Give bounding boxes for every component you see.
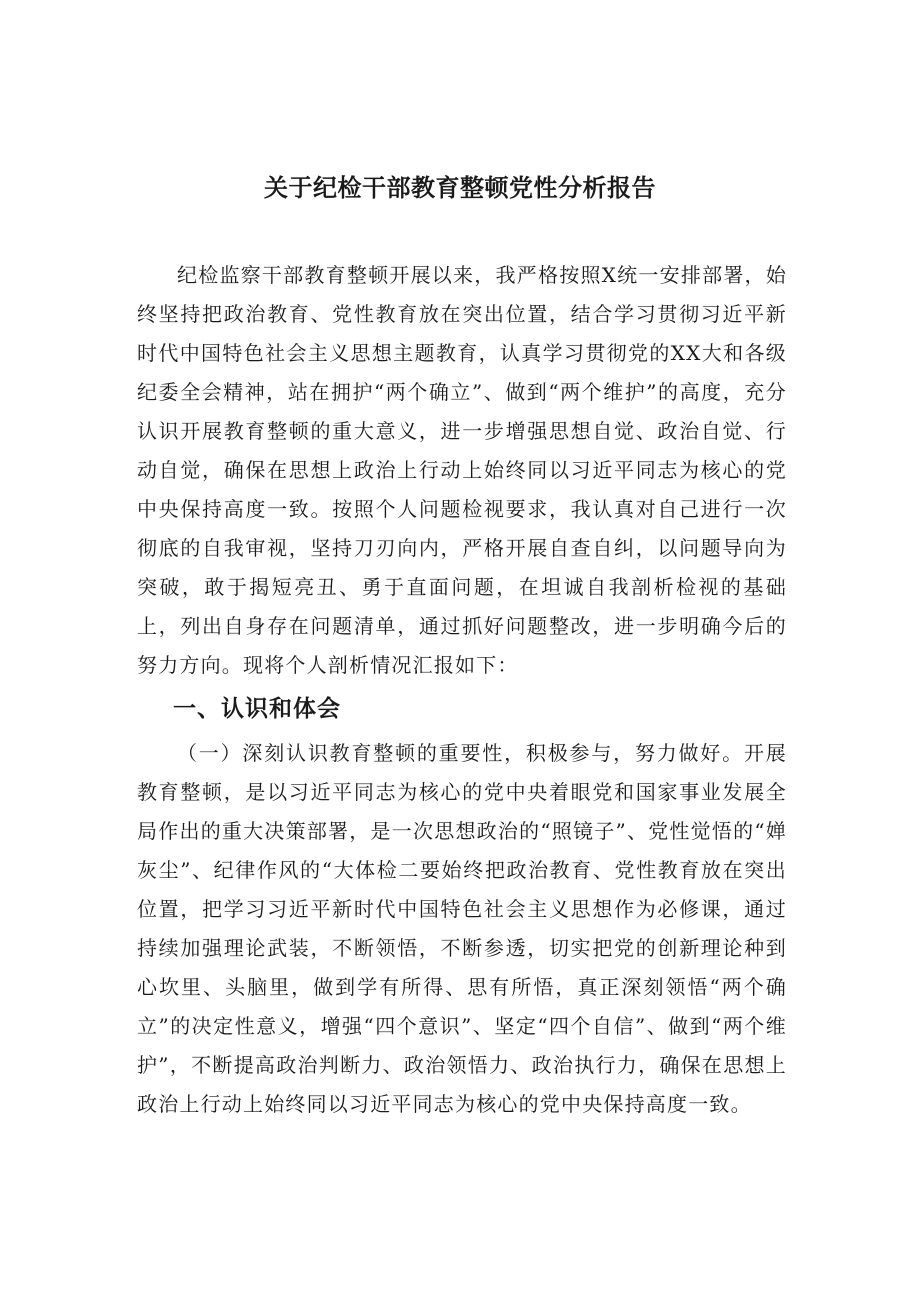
intro-paragraph: 纪检监察干部教育整顿开展以来，我严格按照X统一安排部署，始终坚持把政治教育、党性教育放在突出位置，结合学习贯彻习近平新时代中国特色社会主义思想主题教育，认真学习贯彻党的XX大和各级纪委全会精神，站在拥护“两个确立”、做到“两个维护”的高度，充分认识开展教育整顿的重大意义，进一步增强思想自觉、政治自觉、行动自觉，确保在思想上政治上行动上始终同以习近平同志为核心的党中央保持高度一致。按照个人问题检视要求，我认真对自己进行一次彻底的自我审视，坚持刀刃向内，严格开展自查自纠，以问题导向为突破，敢于揭短亮丑、勇于直面问题，在坦诚自我剖析检视的基础上，列出自身存在问题清单，通过抓好问题整改，进一步明确今后的努力方向。现将个人剖析情况汇报如下：	[137, 263, 787, 677]
document-title: 关于纪检干部教育整顿党性分析报告	[264, 174, 656, 202]
section-paragraph: （一）深刻认识教育整顿的重要性，积极参与，努力做好。开展教育整顿，是以习近平同志为核心的党中央着眼党和国家事业发展全局作出的重大决策部署，是一次思想政治的“照镜子”、党性觉悟的“婵灰尘”、纪律作风的“大体检二要始终把政治教育、党性教育放在突出位置，把学习习近平新时代中国特色社会主义思想作为必修课，通过持续加强理论武装，不断领悟，不断参透，切实把党的创新理论种到心坎里、头脑里，做到学有所得、思有所悟，真正深刻领悟“两个确立”的决定性意义，增强“四个意识”、坚定“四个自信”、做到“两个维护”，不断提高政治判断力、政治领悟力、政治执行力，确保在思想上政治上行动上始终同以习近平同志为核心的党中央保持高度一致。	[137, 741, 787, 1116]
section-heading: 一、认识和体会	[173, 696, 341, 722]
